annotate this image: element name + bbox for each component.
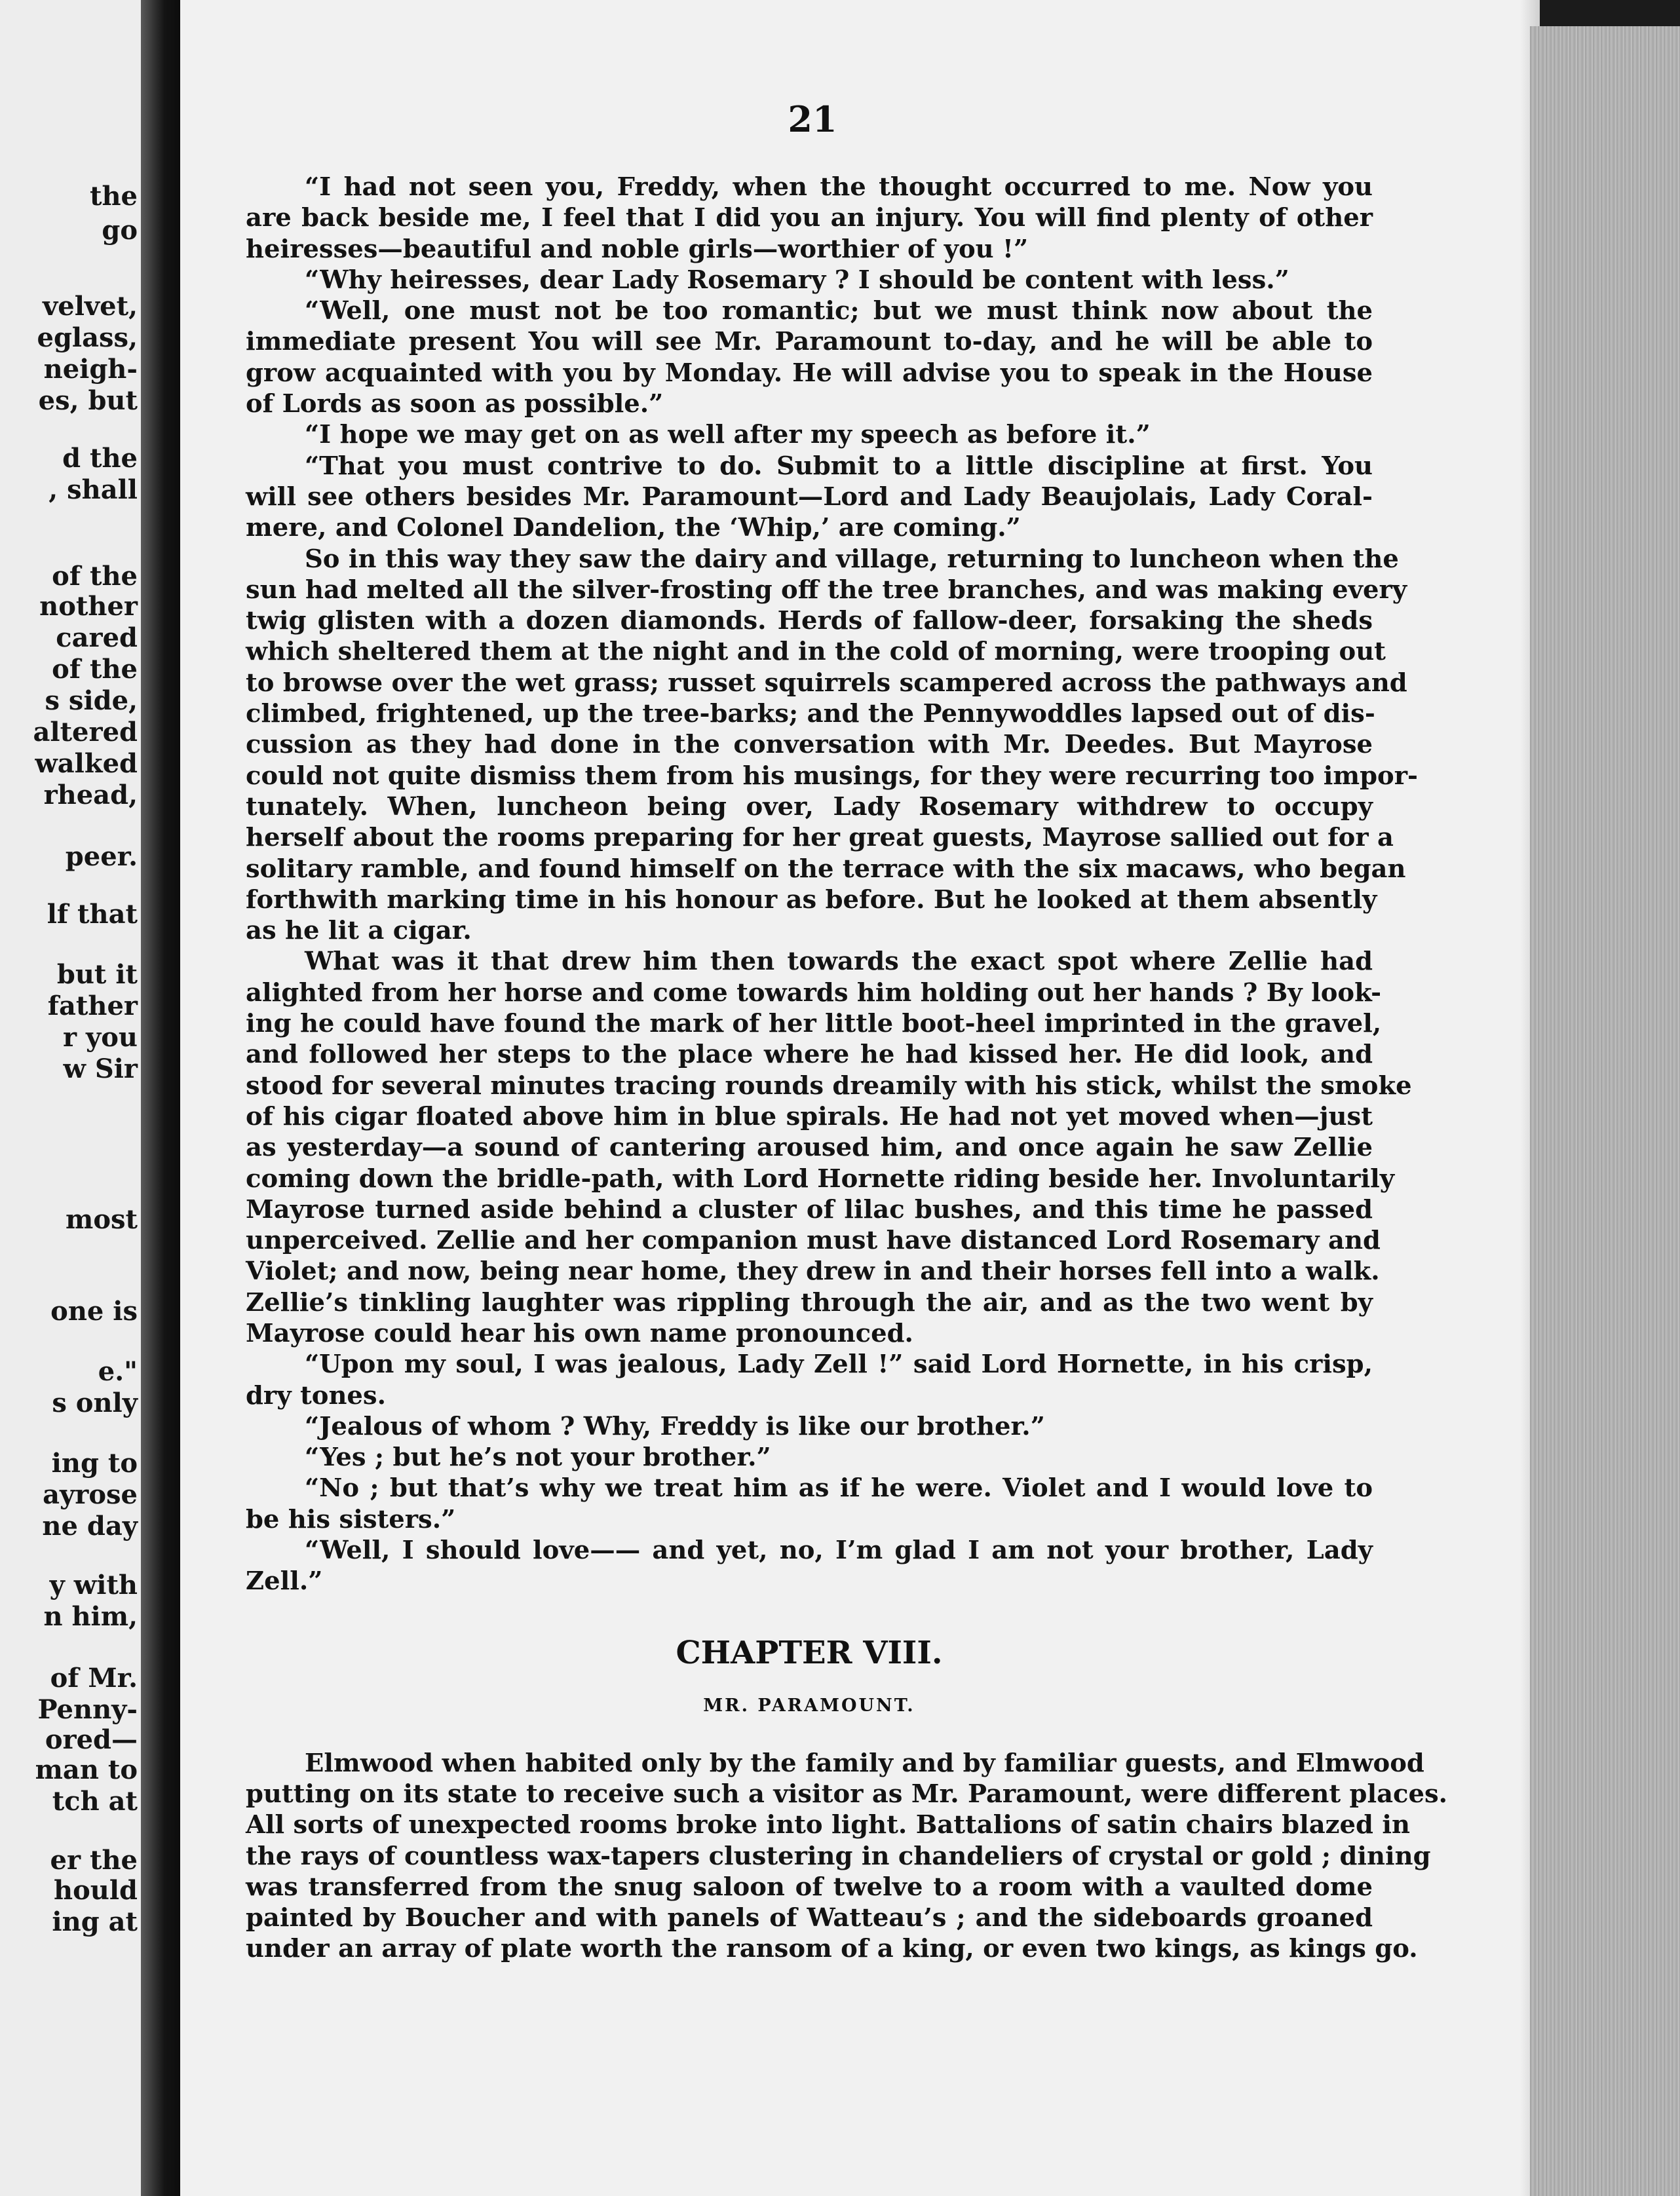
text-line: cussion as they had done in the conversation with Mr. Deedes. But Mayrose (246, 730, 1373, 760)
text-column (246, 172, 1448, 1965)
text-line: will see others besides Mr. Paramount—Lord and Lady Beaujolais, Lady Coral- (246, 482, 1373, 512)
text-line: tunately. When, luncheon being over, Lady Rosemary withdrew to occupy (246, 791, 1373, 822)
text-line: “Yes ; but he’s not your brother.” (305, 1443, 771, 1473)
left-page-line: but it (56, 959, 138, 990)
left-page-line: walked (35, 748, 138, 779)
text-line: coming down the bridle-path, with Lord Hornette riding beside her. Involuntarily (246, 1164, 1395, 1194)
text-line: “Upon my soul, I was jealous, Lady Zell !” said Lord Hornette, in his crisp, (305, 1350, 1373, 1380)
text-line: “Why heiresses, dear Lady Rosemary ? I should be content with less.” (305, 265, 1289, 295)
left-page-line: altered (33, 717, 138, 748)
book-gutter (141, 0, 180, 2196)
text-line: herself about the rooms preparing for her great guests, Mayrose sallied out for a (246, 823, 1394, 853)
text-line: alighted from her horse and come towards him holding out her hands ? By look- (246, 977, 1382, 1008)
left-page-line: s side, (45, 685, 138, 716)
left-page-line: ing to (51, 1448, 138, 1479)
text-line: of his cigar floated above him in blue spirals. He had not yet moved when—just (246, 1101, 1373, 1131)
left-page-line: ing at (52, 1906, 138, 1937)
text-line: under an array of plate worth the ransom of a king, or even two kings, as kings go. (246, 1934, 1418, 1964)
text-line: “No ; but that’s why we treat him as if he were. Violet and I would love to (305, 1473, 1373, 1504)
left-page-line: hould (53, 1875, 138, 1906)
left-page-line: ayrose (43, 1479, 138, 1510)
text-line: Zellie’s tinkling laughter was rippling through the air, and as the two went by (246, 1287, 1373, 1317)
chapter-subtitle: MR. PARAMOUNT. (703, 1695, 915, 1716)
left-page-line: nother (39, 591, 138, 622)
left-page-line: go (102, 215, 138, 246)
text-line: could not quite dismiss them from his musings, for they were recurring too impor- (246, 761, 1418, 791)
left-page-line: ne day (42, 1511, 138, 1542)
text-line: stood for several minutes tracing rounds dreamily with his stick, whilst the smoke (246, 1070, 1412, 1101)
left-page-line: eglass, (37, 322, 138, 353)
left-page-line: es, but (38, 385, 138, 416)
text-line: ing he could have found the mark of her little boot-heel imprinted in the gravel, (246, 1009, 1382, 1039)
text-line: mere, and Colonel Dandelion, the ‘Whip,’ are coming.” (246, 513, 1021, 543)
text-line: Elmwood when habited only by the family and by familiar guests, and Elmwood (305, 1748, 1424, 1778)
left-page-line: most (66, 1204, 138, 1235)
text-line: the rays of countless wax-tapers clustering in chandeliers of crystal or gold ; dining (246, 1841, 1431, 1871)
left-page-line: s only (52, 1388, 138, 1418)
text-line: be his sisters.” (246, 1504, 456, 1534)
body-text-after-chapter (246, 1748, 1448, 1965)
left-facing-page (0, 0, 141, 2196)
text-line: grow acquainted with you by Monday. He will advise you to speak in the House (246, 358, 1373, 388)
text-line: All sorts of unexpected rooms broke into light. Battalions of satin chairs blazed in (246, 1810, 1410, 1840)
left-page-line: rhead, (43, 780, 138, 810)
left-page-line: peer. (65, 841, 138, 872)
left-page-line: tch at (52, 1786, 138, 1817)
left-page-line: of the (52, 561, 138, 592)
left-page-line: the (89, 181, 138, 212)
left-page-line: Penny- (37, 1694, 138, 1725)
page-number: 21 (788, 98, 837, 140)
left-page-line: man to (35, 1754, 138, 1785)
text-line: putting on its state to receive such a visitor as Mr. Paramount, were different places. (246, 1779, 1448, 1809)
text-line: painted by Boucher and with panels of Watteau’s ; and the sideboards groaned (246, 1903, 1373, 1933)
left-page-line: velvet, (43, 291, 138, 322)
text-line: heiresses—beautiful and noble girls—worthier of you !” (246, 234, 1029, 264)
left-page-line: er the (50, 1845, 138, 1876)
left-page-line: of Mr. (50, 1663, 138, 1694)
left-page-line: one is (50, 1296, 138, 1327)
left-page-line: d the (62, 443, 138, 474)
text-line: “I hope we may get on as well after my speech as before it.” (305, 420, 1151, 450)
text-line: of Lords as soon as possible.” (246, 389, 664, 419)
left-page-line: e." (98, 1356, 138, 1387)
text-line: sun had melted all the silver-frosting off the tree branches, and was making every (246, 575, 1407, 605)
text-line: as yesterday—a sound of cantering aroused him, and once again he saw Zellie (246, 1133, 1373, 1163)
text-line: forthwith marking time in his honour as before. But he looked at them absently (246, 884, 1377, 915)
text-line: Zell.” (246, 1566, 323, 1597)
left-page-line: neigh- (43, 354, 138, 385)
text-line: unperceived. Zellie and her companion must have distanced Lord Rosemary and (246, 1226, 1381, 1256)
text-line: solitary ramble, and found himself on the terrace with the six macaws, who began (246, 854, 1406, 884)
text-line: was transferred from the snug saloon of twelve to a room with a vaulted dome (246, 1872, 1373, 1902)
text-line: and followed her steps to the place where he had kissed her. He did look, and (246, 1040, 1373, 1070)
left-page-line: r you (62, 1022, 138, 1053)
text-line: as he lit a cigar. (246, 916, 472, 946)
text-line: climbed, frightened, up the tree-barks; and the Pennywoddles lapsed out of dis- (246, 699, 1375, 729)
text-line: “I had not seen you, Freddy, when the thought occurred to me. Now you (305, 172, 1373, 202)
text-line: Mayrose could hear his own name pronounced. (246, 1318, 913, 1348)
text-line: are back beside me, I feel that I did you an injury. You will find plenty of other (246, 203, 1373, 233)
chapter-heading: CHAPTER VIII. (676, 1634, 943, 1671)
text-line: which sheltered them at the night and in the cold of morning, were trooping out (246, 637, 1386, 667)
stacked-page-edges (1530, 26, 1680, 2196)
text-line: So in this way they saw the dairy and village, returning to luncheon when the (305, 544, 1399, 574)
text-line: “Well, one must not be too romantic; but we must think now about the (305, 296, 1373, 326)
left-page-line: y with (49, 1570, 138, 1600)
text-line: What was it that drew him then towards the exact spot where Zellie had (305, 947, 1373, 977)
left-page-line: of the (52, 654, 138, 685)
body-text-before-chapter (246, 172, 1418, 1597)
left-page-line: , shall (48, 474, 138, 505)
left-page-line: n him, (43, 1601, 138, 1632)
text-line: twig glisten with a dozen diamonds. Herds of fallow-deer, forsaking the sheds (246, 606, 1373, 636)
text-line: to browse over the wet grass; russet squirrels scampered across the pathways and (246, 668, 1407, 698)
text-line: “That you must contrive to do. Submit to a little discipline at first. You (305, 451, 1373, 481)
text-line: dry tones. (246, 1380, 387, 1410)
left-page-line: cared (56, 622, 138, 653)
text-line: “Well, I should love—— and yet, no, I’m glad I am not your brother, Lady (305, 1536, 1373, 1566)
left-page-line: ored— (45, 1724, 138, 1755)
left-page-line: father (47, 991, 138, 1021)
left-page-line: lf that (47, 899, 138, 930)
text-line: Mayrose turned aside behind a cluster of lilac bushes, and this time he passed (246, 1194, 1373, 1224)
text-line: Violet; and now, being near home, they drew in and their horses fell into a walk. (246, 1257, 1380, 1287)
text-line: immediate present You will see Mr. Paramount to-day, and he will be able to (246, 327, 1373, 357)
text-line: “Jealous of whom ? Why, Freddy is like our brother.” (305, 1411, 1045, 1441)
left-page-line: w Sir (63, 1053, 138, 1084)
